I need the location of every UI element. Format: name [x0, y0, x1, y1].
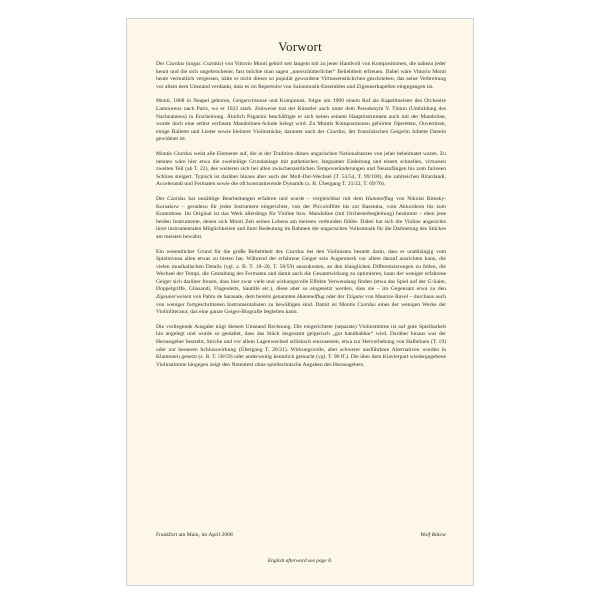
paragraph-text: Der: [156, 196, 168, 203]
paragraph-text: bei den Violinisten besteht darin, dass er unabhängig vom Spielniveau allen etwas zu bieten hat. Während der erfahrene Geiger sein Augenmerk vor allem darauf ausrichten kann, die vielen musikalischen Details (vgl. z. B. T. 18–20, T. 58/59) auszukosten, an den klanglichen Differenzierungen zu feilen, die Wechsel der Tempi, die Gestaltung der Fermaten und damit auch die Gesamtwirkung zu optimieren, kann der weniger erfahrene Geiger sich darüber freuen, dass hier zwar viele und wirkungsvolle Effekte Verwendung finden (etwa das Spiel auf der G-Saite, Doppelgriffe, Glissandi, Flageoletts, Sautillé etc.), diese aber so eingesetzt werden, dass sie – im Gegensatz etwa zu den: [156, 248, 446, 293]
paragraph-text: weist alle Elemente auf, die in der Tradition dieses ungarischen Nationaltanzes von jeher beheimatet waren. Zu nennen wäre hier etwa die zweiteilige Grundanlage mit pathetischer, langsamer Einleitung und einem schnellen, virtuosen zweiten Teil (ab T. 22), des weiteren sich bei allen zwischenzeitlichen Tempoveränderungen und Neuanfängen bis zum furiosen Schluss steigert. Typisch ist darüber hinaus aber auch der Moll-Dur-Wechsel (T. 53/54, T. 99/100), die zahlreichen Ritardandi, Accelerandi und Fermaten sowie die oft kontrastierende Dynamik (z. B. Übergang T. 21/22, T. 69/70).: [156, 151, 446, 188]
paragraph-text: von Maurice Ravel – durchaus auch von weniger fortgeschrittenen Instrumentalisten zu bewältigen sind. Damit ist Montis: [156, 293, 446, 308]
italic-title-text: Zigeunerweisen: [156, 293, 192, 300]
author-name: Wolf Bütow: [420, 532, 446, 538]
place-date: Frankfurt am Main, im April 2008: [156, 532, 233, 538]
paragraph-text: Die vorliegende Ausgabe trägt diesem Umstand Rechnung. Die eingerichtete (separate) Violinstimme ist auf gute Spielbarkeit hin angelegt und wurde so gestaltet, dass das Stück insgesamt geigerisch „gut handhabbar“ wird. Darüber hinaus war der Herausgeber bestrebt, Striche und vor allem Lagenwechsel stilistisch einzusetzen, etwa zur Hervorhebung von Halbtönen (T. 19) oder zur besseren Schlusswirkung (Übergang T. 20/21). Wirkungsvolle, aber schwerer ausführbare Alternativen wurden in Klammern gesetzt (z. B. T. 58/59) oder anderweitig kenntlich gemacht (vgl. T. 90 ff.). Die über dem Klavierpart wiedergegebene Violinstimme hingegen zeigt den Notentext ohne spieltechnische Angaben des Herausgebers.: [156, 323, 446, 368]
preface-paragraph: [156, 249, 446, 317]
preface-body: [156, 61, 446, 376]
preface-page: [126, 18, 474, 586]
paragraph-text: Monti, 1868 in Neapel geboren, Geigenvirtuose und Komponist, folgte um 1900 einem Ruf als Kapellmeister des Orchestre Lamoureux nach Paris, wo er 1922 starb. Zeitweise trat der Künstler auch unter dem Pseudonym V. Timon (Umbildung des Nachnamens) in Erscheinung. Ähnlich Paganini beschäftigte er sich neben seinem Hauptinstrument auch mit der Mandoline, wurde doch eine selbst verfasste Mandolinen-Schule belegt wird. Zu Montis Kompositionen gehörten Operetten, Ouvertüren, einige Ballette und Lieder sowie kleinere Violinstücke, darunter auch der: [156, 98, 446, 135]
italic-title-text: Czardas: [357, 301, 376, 308]
italic-title-text: Czardas: [173, 151, 192, 158]
paragraph-text: Montis: [156, 151, 174, 158]
paragraph-text: , der französischen Geigerin Juliette Danein gewidmet ist.: [156, 128, 446, 143]
italic-title-text: Czardas: [285, 248, 305, 255]
english-afterword-note: English afterword see page 8.: [267, 558, 333, 564]
italic-title-text: Hummelflug: [296, 293, 325, 300]
signature-row: [156, 532, 446, 538]
preface-paragraph: [156, 151, 446, 189]
italic-title-text: Csárdás: [202, 61, 222, 67]
preface-paragraph: [156, 196, 446, 241]
paragraph-text: Ein wesentlicher Grund für die große Beliebtheit des: [156, 248, 286, 255]
paragraph-text: von Nikolai Rimsky-Korsakow – geradezu für jedes Instrument eingerichtet, von der Piccoloflöte bis zur Basstuba, vom Akkordeon bis zum Kontrabass. Im Original ist das Werk allerdings für Violine bzw. Mandoline (mit Orchesterbegleitung) bestimmt – eben jene beiden Instrumente, denen sich Monti Zeit seines Lebens am meisten verbunden fühlte. Dabei hat sich die Violine angesichts ihrer instrumentalen Möglichkeiten und ihrer Bedeutung im Rahmen der ungarischen Volksmusik für die Darbietung des Stückes am meisten bewährt.: [156, 196, 446, 240]
paragraph-text: Der: [156, 61, 166, 67]
italic-title-text: Tzigane: [346, 293, 364, 300]
preface-paragraph: [156, 324, 446, 369]
paragraph-text: von Pablo de Sarasate, dem bereits genannten: [191, 293, 297, 300]
italic-title-text: Czardas: [165, 61, 185, 67]
paragraph-text: (ungar.: [184, 61, 203, 67]
page-title: Vorwort: [278, 39, 322, 54]
preface-paragraph: [156, 61, 446, 91]
paragraph-text: hat unzählige Bearbeitungen erfahren und wurde – vergleichbar mit dem: [185, 196, 366, 203]
italic-title-text: Czardas: [167, 196, 186, 203]
italic-title-text: Czardas: [326, 128, 346, 135]
preface-paragraph: [156, 98, 446, 143]
paragraph-text: eines der wenigen Werke der Violinliteratur, das eine ganze Geiger-Biografie begleiten kann.: [156, 301, 447, 316]
paragraph-text: oder der: [324, 293, 346, 300]
italic-title-text: Hummelflug: [365, 196, 394, 203]
paragraph-text: ) von Vittorio Monti gehört seit langem mit zu jener Handvoll von Kompositionen, die nahezu jeder kennt und die sich ungebrochener, fast möchte man sagen „unerschütterlicher“ Beliebtheit erfreuen. Dabei wäre Vittorio Monti heute vermutlich vergessen, hätte er nicht dieses so populär gewordene Virtuosenstückchen geschrieben, das seine Verbreitung vor allem dem Umstand verdankt, dass es im Repertoire von Salonmusik-Ensembles und Zigeunerkapellen eingegangen ist.: [156, 61, 446, 90]
